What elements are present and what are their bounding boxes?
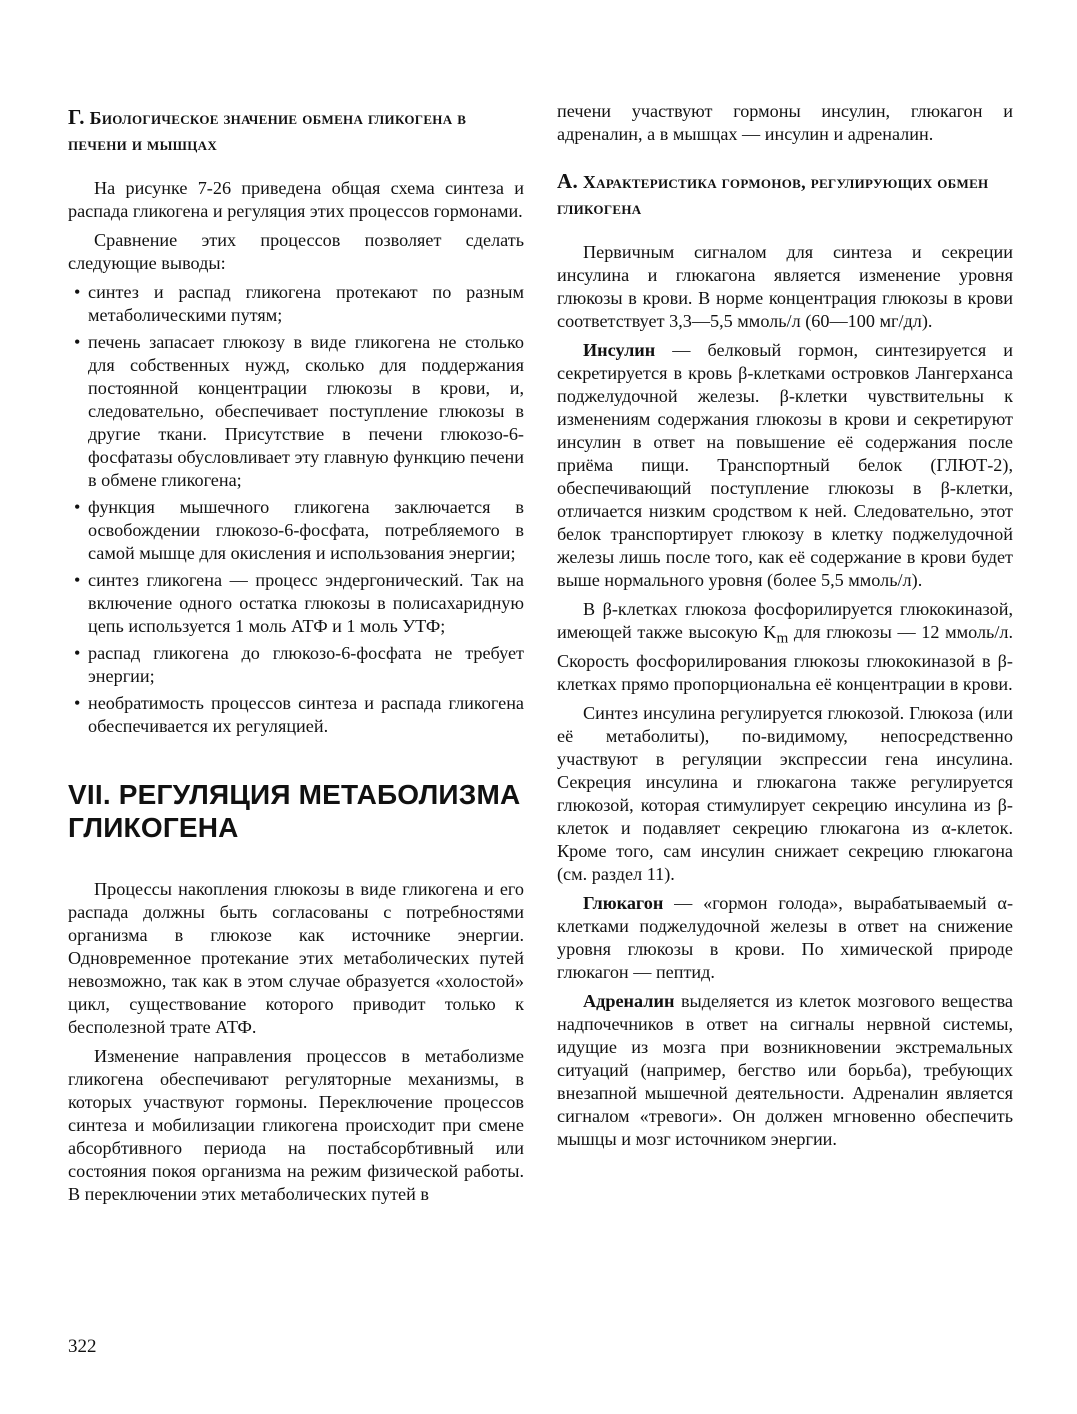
list-item: • необратимость процессов синтеза и распада гликогена обеспечивается их регуляцией. [88,692,524,738]
paragraph-text: — «гормон голода», вырабатываемый α-клетками поджелудочной железы в ответ на снижение уровня глюкозы в крови. По химической природе глюкагон — пептид. [557,892,1013,982]
conclusions-list [68,281,524,738]
subsection-heading-g [68,104,524,157]
paragraph-text: В β-клетках глюкоза фосфорилируется глюкокиназой, имеющей также высокую K [557,599,1013,642]
paragraph: Синтез инсулина регулируется глюкозой. Глюкоза (или её метаболиты), по-видимому, непосредственно участвуют в регуляции экспрессии гена инсулина. Секреция инсулина и глюкагона также регулируется глюкозой, которая стимулирует секрецию инсулина из β-клеток и подавляет секрецию глюкагона из α-клеток. Кроме того, сам инсулин снижает секрецию глюкагона (см. раздел 11). [557,702,1013,884]
paragraph: На рисунке 7-26 приведена общая схема синтеза и распада гликогена и регуляция этих процессов гормонами. [68,178,524,221]
list-item: • синтез гликогена — процесс эндергонический. Так на включение одного остатка глюкозы в полисахаридную цепь используется 1 моль АТФ и 1 моль УТФ; [88,569,524,638]
subsection-letter: А. [557,169,579,193]
paragraph-text: — белковый гормон, синтезируется и секретируется в кровь β-клетками островков Лангерханса поджелудочной железы. β-клетки чувствительны к изменениям содержания глюкозы в крови и секретируют инсулин в ответ на повышение её содержания после приёма пищи. Транспортный белок (ГЛЮТ-2), обеспечивающий поступление глюкозы в β-клетки, отличается низким сродством к ней. Следовательно, этот белок транспортирует глюкозу в клетку поджелудочной железы лишь после того, как её содержание в крови будет выше нормального уровня (более 5,5 ммоль/л). [557,340,1013,590]
paragraph-glucagon [557,892,1013,984]
paragraph: Сравнение этих процессов позволяет сделать следующие выводы: [68,230,524,273]
paragraph-insulin [557,339,1013,592]
paragraph: Изменение направления процессов в метаболизме гликогена обеспечивают регуляторные механизмы, в которых участвуют гормоны. Переключение процессов синтеза и мобилизации гликогена происходит при смене абсорбтивного периода на постабсорбтивный или состояния покоя организма на режим физической работы. В переключении этих метаболических путей в [68,1046,524,1204]
paragraph-text: выделяется из клеток мозгового вещества надпочечников в ответ на сигналы нервной системы, идущие из мозга при возникновении экстремальных ситуаций (например, бегство или борьба), требующих внезапной мышечной деятельности. Адреналин является сигналом «тревоги». Он должен мгновенно обеспечить мышцы и мозг источником энергии. [557,990,1013,1149]
list-item: • функция мышечного гликогена заключается в освобождении глюкозо-6-фосфата, потребляемого в самой мышце для окисления и использования энергии; [88,496,524,565]
list-item: • распад гликогена до глюкозо-6-фосфата не требует энергии; [88,642,524,688]
paragraph: Первичным сигналом для синтеза и секреции инсулина и глюкагона является изменение уровня глюкозы в крови. В норме концентрация глюкозы в крови соответствует 3,3—5,5 ммоль/л (60—100 мг/дл). [557,242,1013,331]
subsection-title: Биологическое значение обмена гликогена в печени и мышцах [68,108,467,154]
subsection-heading-a [557,168,1013,221]
right-column [557,100,1013,1157]
subsection-title: Характеристика гормонов, регулирующих обмен гликогена [557,172,989,218]
paragraph-adrenaline [557,990,1013,1151]
section-heading: VII. РЕГУЛЯЦИЯ МЕТАБОЛИЗМА ГЛИКОГЕНА [68,779,521,843]
term-adrenaline: Адреналин [583,990,675,1011]
paragraph-text: для глюкозы — 12 ммоль/л. Скорость фосфорилирования глюкозы глюкокиназой в β-клетках прямо пропорциональна её концентрации в крови. [557,622,1013,694]
left-column [68,104,524,1212]
list-item: • печень запасает глюкозу в виде гликогена не столько для собственных нужд, сколько для поддержания постоянной концентрации глюкозы в крови, и, следовательно, обеспечивает поступление глюкозы в другие ткани. Присутствие в печени глюкозо-6-фосфатазы обусловливает эту главную функцию печени в обмене гликогена; [88,331,524,492]
paragraph-glucokinase [557,598,1013,696]
term-glucagon: Глюкагон [583,892,664,913]
paragraph-continuation: печени участвуют гормоны инсулин, глюкагон и адреналин, а в мышцах — инсулин и адреналин. [557,101,1013,144]
subscript: m [776,629,789,647]
subsection-letter: Г. [68,105,85,129]
page-number: 322 [68,1336,97,1357]
paragraph: Процессы накопления глюкозы в виде гликогена и его распада должны быть согласованы с потребностями организма в глюкозе как источнике энергии. Одновременное протекание этих метаболических путей невозможно, так как в этом случае образуется «холостой» цикл, существование которого приводит только к бесполезной трате АТФ. [68,879,524,1037]
list-item: • синтез и распад гликогена протекают по разным метаболическими путям; [88,281,524,327]
term-insulin: Инсулин [583,340,656,360]
